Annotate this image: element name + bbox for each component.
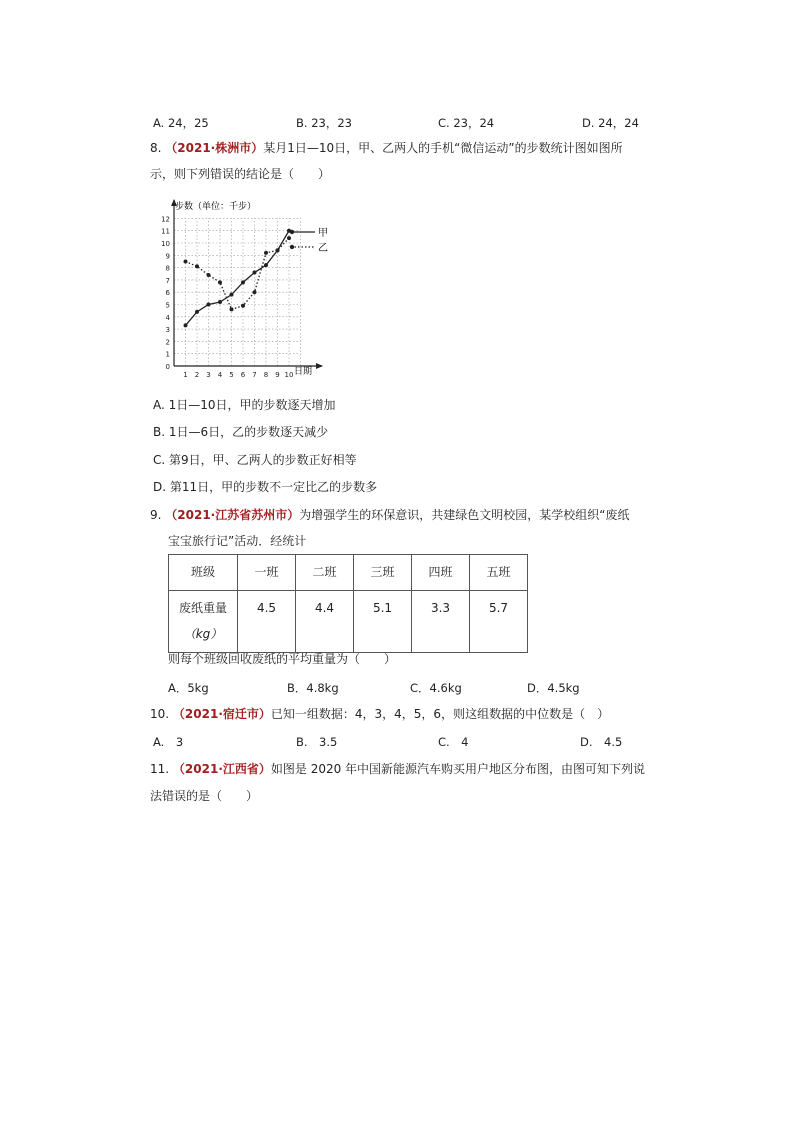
series-line-yi [186, 238, 290, 309]
x-tick-label: 10 [284, 371, 294, 379]
table-cell: 5.7 [470, 591, 528, 653]
q10-option-c: C. 4 [438, 735, 469, 749]
y-tick-label: 11 [161, 227, 170, 236]
q8-option-a: A. 1日—10日，甲的步数逐天增加 [153, 398, 336, 412]
q9-option-b: B．4.8kg [287, 681, 339, 695]
x-tick-labels [183, 371, 293, 379]
table-header-cell: 二班 [296, 555, 354, 591]
q7-option-c: C. 23，24 [438, 116, 495, 130]
y-tick-label: 2 [165, 338, 170, 347]
q9-option-c: C．4.6kg [410, 681, 462, 695]
chart-series [184, 229, 292, 328]
q10-text: 已知一组数据：4，3，4，5，6，则这组数据的中位数是（ ） [270, 707, 610, 721]
data-point-yi [218, 280, 222, 284]
q9-stem-line2: 宝宝旅行记”活动．经统计 [168, 534, 307, 548]
series-line-jia [186, 231, 290, 326]
legend-label-yi: 乙 [318, 243, 328, 254]
data-point-yi [276, 248, 280, 252]
y-tick-label: 3 [165, 326, 170, 335]
table-cell: 3.3 [412, 591, 470, 653]
y-tick-label: 8 [165, 264, 170, 273]
q10-option-a: A. 3 [153, 735, 184, 749]
x-tick-label: 1 [183, 371, 188, 379]
x-tick-label: 6 [240, 371, 246, 379]
q8-stem-line2: 示，则下列错误的结论是（ ） [150, 167, 331, 181]
q9-text-1: 为增强学生的环保意识，共建绿色文明校园，某学校组织“废纸 [299, 508, 630, 522]
q11-stem-line2: 法错误的是（ ） [150, 789, 259, 803]
q10-number: 10. [150, 707, 170, 721]
data-point-yi [207, 273, 211, 277]
y-tick-label: 1 [165, 350, 170, 359]
table-row [169, 591, 528, 653]
q11-stem-line1 [150, 761, 645, 777]
y-tick-label: 0 [165, 363, 170, 371]
chart-grid [174, 218, 301, 366]
data-point-jia [230, 293, 234, 297]
data-point-yi [184, 259, 188, 263]
y-tick-label: 6 [165, 289, 170, 298]
q8-number: 8. [150, 141, 162, 155]
data-point-jia [218, 300, 222, 304]
q10-option-d: D. 4.5 [580, 735, 623, 749]
q8-option-b: B. 1日—6日，乙的步数逐天减少 [153, 425, 329, 439]
step-count-chart [158, 192, 343, 382]
q11-text-1: 如图是 2020 年中国新能源汽车购买用户地区分布图，由图可知下列说 [270, 762, 646, 776]
q10-source: （2021·宿迁市） [172, 707, 271, 721]
q9-stem-line1 [150, 507, 629, 523]
q10-option-b: B. 3.5 [296, 735, 338, 749]
q8-text-1: 某月1日—10日，甲、乙两人的手机“微信运动”的步数统计图如图所 [263, 141, 623, 155]
data-point-yi [241, 304, 245, 308]
table-header-cell: 班级 [169, 555, 238, 591]
x-tick-label: 5 [229, 371, 234, 379]
x-tick-label: 2 [194, 371, 200, 379]
y-tick-label: 9 [165, 252, 170, 261]
table-header-cell: 四班 [412, 555, 470, 591]
data-point-jia [241, 280, 245, 284]
row-label-line2: （kg） [183, 627, 223, 641]
legend-label-jia: 甲 [318, 228, 328, 239]
data-point-jia [184, 323, 188, 327]
x-axis-label: 日期 [294, 367, 313, 377]
data-point-jia [195, 310, 199, 314]
table-header-cell: 五班 [470, 555, 528, 591]
chart-title: 步数（单位：千步） [175, 202, 257, 212]
q9-option-a: A．5kg [168, 681, 209, 695]
q9-question: 则每个班级回收废纸的平均重量为（ ） [168, 652, 397, 666]
x-tick-label: 8 [263, 371, 269, 379]
x-tick-label: 7 [252, 371, 257, 379]
q8-stem-line1 [150, 140, 623, 156]
data-point-jia [207, 303, 211, 307]
q7-option-a: A. 24，25 [153, 116, 209, 130]
waste-paper-table [168, 554, 528, 653]
q7-option-b: B. 23，23 [296, 116, 352, 130]
legend [290, 227, 328, 254]
y-tick-labels [161, 215, 170, 371]
legend-marker-jia [290, 230, 294, 234]
q7-option-d: D. 24，24 [582, 116, 639, 130]
y-tick-label: 5 [165, 301, 170, 310]
data-point-yi [264, 251, 268, 255]
data-point-jia [264, 263, 268, 267]
x-tick-label: 9 [275, 371, 280, 379]
q8-option-c: C. 第9日，甲、乙两人的步数正好相等 [153, 453, 357, 467]
data-point-jia [253, 271, 257, 275]
table-row-label [169, 591, 238, 653]
y-tick-label: 7 [165, 276, 170, 285]
legend-marker-yi [290, 245, 294, 249]
q8-source: （2021·株洲市） [165, 141, 264, 155]
table-header-cell: 一班 [238, 555, 296, 591]
q11-number: 11. [150, 762, 170, 776]
q11-source: （2021·江西省） [172, 762, 271, 776]
y-tick-label: 4 [165, 313, 170, 322]
x-tick-label: 3 [206, 371, 211, 379]
y-tick-label: 10 [161, 240, 170, 248]
row-label-line1: 废纸重量 [178, 601, 227, 615]
q9-option-d: D．4.5kg [527, 681, 580, 695]
table-header-cell: 三班 [354, 555, 412, 591]
y-tick-label: 12 [161, 215, 170, 224]
x-axis-arrow [316, 363, 323, 369]
data-point-yi [253, 290, 257, 294]
table-cell: 4.5 [238, 591, 296, 653]
q9-number: 9. [150, 508, 162, 522]
data-point-yi [287, 236, 291, 240]
x-tick-label: 4 [217, 371, 223, 379]
table-cell: 4.4 [296, 591, 354, 653]
q8-option-d: D. 第11日，甲的步数不一定比乙的步数多 [153, 480, 378, 494]
data-point-yi [230, 307, 234, 311]
data-point-yi [195, 264, 199, 268]
q10-stem [150, 706, 609, 722]
table-header-row [169, 555, 528, 591]
table-cell: 5.1 [354, 591, 412, 653]
q9-source: （2021·江苏省苏州市） [165, 508, 300, 522]
